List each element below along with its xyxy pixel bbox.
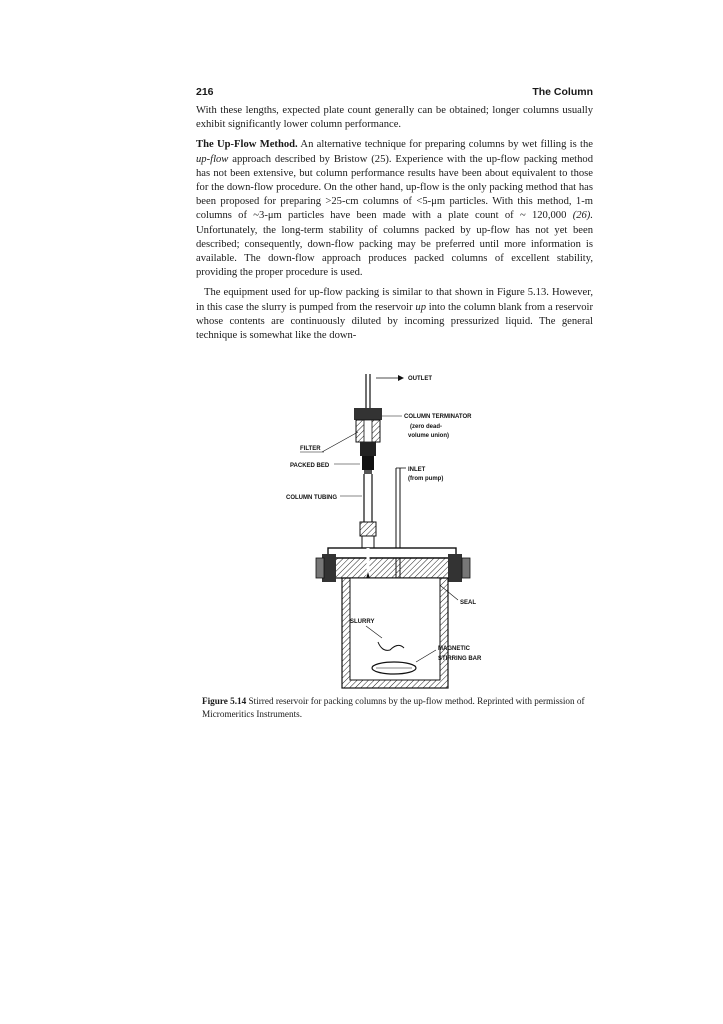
p2-text-1: An alternative technique for preparing columns by wet filling is the bbox=[297, 139, 593, 151]
label-column-terminator: COLUMN TERMINATOR bbox=[404, 414, 472, 420]
caption-label: Figure 5.14 bbox=[202, 696, 247, 706]
outlet-line bbox=[366, 374, 404, 410]
label-zero-dead-1: (zero dead- bbox=[410, 424, 443, 430]
p3-text-2: into the column blank from a reservoir whose contents are continuously diluted by incoming pressurized liquid. The general technique is somewhat like the down- bbox=[196, 301, 594, 342]
label-inlet: INLET bbox=[408, 467, 426, 473]
label-magnetic: MAGNETIC bbox=[438, 646, 470, 652]
p2-emphasis-1: up-flow bbox=[196, 153, 229, 165]
label-stirring-bar: STIRRING BAR bbox=[438, 656, 482, 662]
running-head: The Column bbox=[532, 86, 593, 98]
caption-text: Stirred reservoir for packing columns by the up-flow method. Reprinted with permission of Micromeritics Instruments. bbox=[202, 696, 585, 719]
page-number: 216 bbox=[196, 86, 214, 98]
paragraph-2 bbox=[196, 138, 593, 280]
label-zero-dead-2: volume union) bbox=[408, 433, 449, 439]
label-column-tubing: COLUMN TUBING bbox=[286, 495, 337, 501]
label-slurry: SLURRY bbox=[350, 619, 375, 625]
reservoir-lid bbox=[316, 548, 470, 582]
label-packed-bed: PACKED BED bbox=[290, 463, 330, 469]
paragraph-1: With these lengths, expected plate count generally can be obtained; longer columns usually exhibit significantly lower column performance. bbox=[196, 105, 593, 131]
p2-text-2: approach described by Bristow (25). Experience with the up-flow packing method has not been extensive, but column performance results have been about equivalent to those for the down-flow procedure. On the other hand, up-flow is the only packing method that has been proposed for preparing >25-cm columns of <5-μm particles. With this method, 1-m columns of ~3-μm particles have been made with a plate count of ~ 120,000 bbox=[196, 153, 593, 222]
figure-5-14 bbox=[286, 372, 526, 690]
figure-caption bbox=[202, 695, 594, 720]
p2-emphasis-2: (26). bbox=[572, 210, 593, 222]
lower-fitting bbox=[360, 522, 376, 548]
packed-bed bbox=[362, 456, 374, 474]
label-filter: FILTER bbox=[300, 446, 321, 452]
column-tubing bbox=[364, 474, 372, 522]
paragraph-3 bbox=[196, 286, 593, 343]
p3-emphasis-1: up bbox=[415, 301, 427, 313]
run-in-heading: The Up-Flow Method. bbox=[196, 139, 298, 151]
column-terminator bbox=[354, 408, 382, 456]
stirring-bar bbox=[372, 662, 416, 674]
reservoir-diagram bbox=[286, 372, 526, 690]
body-text bbox=[196, 104, 593, 349]
label-outlet: OUTLET bbox=[408, 376, 432, 382]
label-from-pump: (from pump) bbox=[408, 476, 444, 482]
label-seal: SEAL bbox=[460, 600, 477, 606]
p3-text-1: The equipment used for up-flow packing is similar to that shown in Figure 5.13. However, in this case the slurry is pumped from the reservoir bbox=[196, 287, 593, 313]
page-header bbox=[196, 86, 593, 102]
p2-text-3: Unfortunately, the long-term stability of columns packed by up-flow has not yet been described; consequently, down-flow packing may be preferred until more information is available. The down-flow approach produces packed columns of excellent stability, providing the proper procedure is used. bbox=[196, 224, 593, 279]
